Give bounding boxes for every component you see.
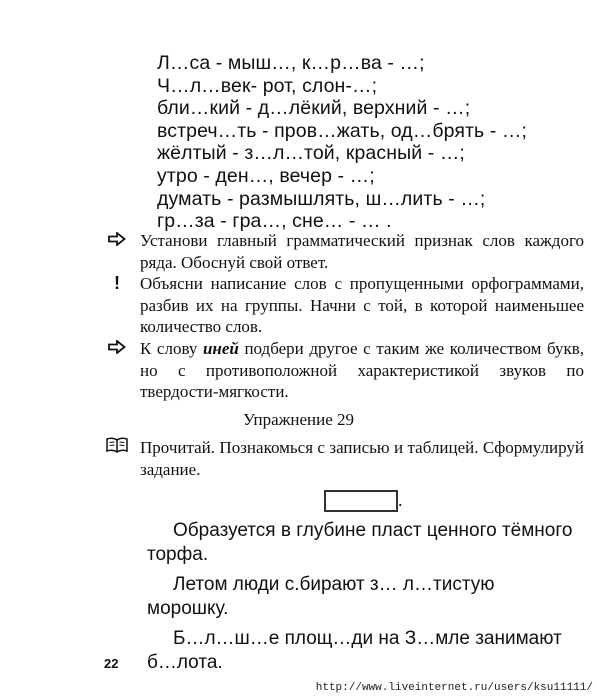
arrow-icon bbox=[104, 338, 130, 359]
task-word bbox=[104, 338, 584, 403]
task-text: Установи главный грамматический признак слов каждого ряда. Обоснуй свой ответ. bbox=[140, 231, 584, 272]
word-row: утро - ден…, вечер - …; bbox=[157, 164, 375, 187]
passage-sentence: Образуется в глубине пласт ценного тёмного торфа. bbox=[147, 520, 573, 565]
task-text-part: подбери другое с таким же количеством букв, но с противоположной характеристикой звуков по твердости-мягкости. bbox=[140, 339, 584, 401]
passage-sentence: Летом люди с.бирают з… л…тистую морошку. bbox=[147, 574, 495, 619]
word-row: бли…кий - д…лёкий, верхний - …; bbox=[157, 97, 471, 120]
task-spelling bbox=[104, 273, 584, 338]
word-list bbox=[157, 52, 557, 233]
word-row: гр…за - гра…, сне… - … . bbox=[157, 210, 392, 233]
task-text: Объясни написание слов с пропущенными орфограммами, разбив их на группы. Начни с той, в которой наименьшее количество слов. bbox=[140, 274, 584, 336]
task-text bbox=[140, 338, 584, 403]
passage-sentence: Б…л…ш…е площ…ди на З…мле занимают б…лота. bbox=[147, 628, 562, 673]
word-row: думать - размышлять, ш…лить - …; bbox=[157, 187, 486, 210]
emphasized-word: иней bbox=[202, 339, 239, 358]
task-read bbox=[104, 437, 584, 480]
empty-frame bbox=[324, 490, 398, 512]
word-row: Л…са - мыш…, к…р…ва - …; bbox=[157, 52, 425, 74]
book-icon bbox=[104, 437, 130, 458]
task-grammar bbox=[104, 230, 584, 273]
page-number: 22 bbox=[104, 656, 119, 671]
passage bbox=[147, 519, 577, 681]
word-row: Ч…л…век- рот, слон-…; bbox=[157, 74, 378, 97]
watermark-url: http://www.liveinternet.ru/users/ksu11111/ bbox=[315, 682, 593, 694]
task-text-part: К слову bbox=[140, 339, 203, 358]
task-text: Прочитай. Познакомься с записью и таблицей. Сформулируй задание. bbox=[140, 438, 584, 479]
frame-dot: . bbox=[398, 490, 403, 510]
exclamation-icon: ! bbox=[114, 273, 120, 293]
exercise-title: Упражнение 29 bbox=[242, 410, 355, 429]
word-row: встреч…ть - пров…жать, од…брять - …; bbox=[157, 119, 528, 142]
word-row: жёлтый - з…л…той, красный - …; bbox=[157, 142, 465, 165]
arrow-icon bbox=[104, 230, 130, 251]
